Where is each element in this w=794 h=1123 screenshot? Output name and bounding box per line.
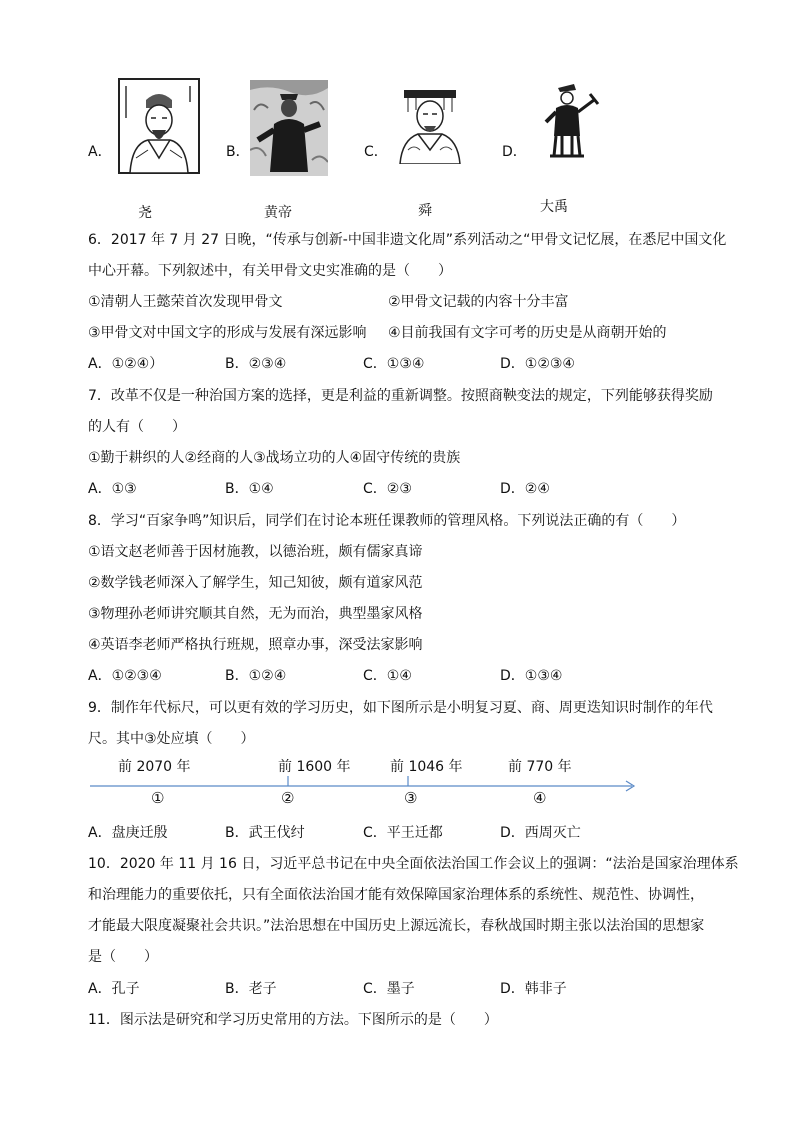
timeline-marker-4: ④ <box>533 789 547 807</box>
q10-option-d[interactable]: D．韩非子 <box>500 981 567 997</box>
q9-option-b[interactable]: B．武王伐纣 <box>225 825 305 841</box>
timeline-marker-2: ② <box>281 789 295 807</box>
q6-option-b[interactable]: B．②③④ <box>225 356 287 372</box>
q6-option-d[interactable]: D．①②③④ <box>500 356 575 372</box>
q11-stem-line-1: 11．图示法是研究和学习历史常用的方法。下图所示的是（ ） <box>88 1012 498 1028</box>
q7-option-d[interactable]: D．②④ <box>500 481 550 497</box>
q8-statement-4: ④英语李老师严格执行班规，照章办事，深受法家影响 <box>88 637 423 653</box>
timeline-marker-3: ③ <box>404 789 418 807</box>
q10-stem-line-4: 是（ ） <box>88 949 158 965</box>
q5-option-c-caption: 舜 <box>418 203 432 219</box>
q8-option-c[interactable]: C．①④ <box>363 668 412 684</box>
q8-statement-2: ②数学钱老师深入了解学生，知己知彼，颇有道家风范 <box>88 575 423 591</box>
q10-stem-line-3: 才能最大限度凝聚社会共识。”法治思想在中国历史上源远流长，春秋战国时期主张以法治国的思想家 <box>88 918 705 934</box>
q8-option-d[interactable]: D．①③④ <box>500 668 563 684</box>
q7-statements: ①勤于耕织的人②经商的人③战场立功的人④固守传统的贵族 <box>88 450 461 466</box>
q6-option-c[interactable]: C．①③④ <box>363 356 425 372</box>
q6-statement-4: ④目前我国有文字可考的历史是从商朝开始的 <box>388 325 667 341</box>
timeline-label-1: 前 2070 年 <box>118 759 191 775</box>
portrait-shun-icon <box>394 84 466 164</box>
portrait-yao-icon <box>118 78 200 174</box>
q10-option-b[interactable]: B．老子 <box>225 981 277 997</box>
q6-statement-2: ②甲骨文记载的内容十分丰富 <box>388 294 569 310</box>
q5-option-a-caption: 尧 <box>138 205 152 221</box>
q5-option-d-caption: 大禹 <box>540 199 568 215</box>
q5-option-d-letter: D． <box>502 144 527 160</box>
q9-option-d[interactable]: D．西周灭亡 <box>500 825 581 841</box>
q5-option-a-letter: A． <box>88 144 112 160</box>
q8-statement-1: ①语文赵老师善于因材施教，以德治班，颇有儒家真谛 <box>88 544 423 560</box>
q10-stem-line-1: 10．2020 年 11 月 16 日，习近平总书记在中央全面依法治国工作会议上的强调：“法治是国家治理体系 <box>88 856 739 872</box>
q6-statement-3: ③甲骨文对中国文字的形成与发展有深远影响 <box>88 325 367 341</box>
q7-option-a[interactable]: A．①③ <box>88 481 137 497</box>
q6-option-a[interactable]: A．①②④） <box>88 356 164 372</box>
q9-option-a[interactable]: A．盘庚迁殷 <box>88 825 168 841</box>
q9-option-c[interactable]: C．平王迁都 <box>363 825 443 841</box>
q8-option-a[interactable]: A．①②③④ <box>88 668 162 684</box>
q5-option-b-caption: 黄帝 <box>264 205 292 221</box>
q9-stem-line-2: 尺。其中③处应填（ ） <box>88 731 255 747</box>
q7-stem-line-1: 7．改革不仅是一种治国方案的选择，更是利益的重新调整。按照商鞅变法的规定，下列能够获得奖励 <box>88 388 713 404</box>
q10-stem-line-2: 和治理能力的重要依托，只有全面依法治国才能有效保障国家治理体系的系统性、规范性、协调性， <box>88 887 704 903</box>
q8-option-b[interactable]: B．①②④ <box>225 668 287 684</box>
q5-option-c-letter: C． <box>364 144 388 160</box>
q6-stem-line-1: 6．2017 年 7 月 27 日晚，“传承与创新-中国非遗文化周”系列活动之“甲骨文记忆展，在悉尼中国文化 <box>88 232 727 248</box>
timeline-label-4: 前 770 年 <box>508 759 572 775</box>
q6-statement-1: ①清朝人王懿荣首次发现甲骨文 <box>88 294 283 310</box>
q10-option-c[interactable]: C．墨子 <box>363 981 415 997</box>
q8-statement-3: ③物理孙老师讲究顺其自然，无为而治，典型墨家风格 <box>88 606 423 622</box>
q9-stem-line-1: 9．制作年代标尺，可以更有效的学习历史，如下图所示是小明复习夏、商、周更迭知识时制作的年代 <box>88 700 713 716</box>
portrait-huangdi-icon <box>250 80 328 176</box>
q5-option-b-letter: B． <box>226 144 250 160</box>
q7-stem-line-2: 的人有（ ） <box>88 419 186 435</box>
timeline-label-3: 前 1046 年 <box>390 759 463 775</box>
q7-option-b[interactable]: B．①④ <box>225 481 274 497</box>
q7-option-c[interactable]: C．②③ <box>363 481 412 497</box>
q8-stem-line-1: 8．学习“百家争鸣”知识后，同学们在讨论本班任课教师的管理风格。下列说法正确的有（ ） <box>88 513 686 529</box>
timeline-label-2: 前 1600 年 <box>278 759 351 775</box>
timeline-marker-1: ① <box>151 789 165 807</box>
q10-option-a[interactable]: A．孔子 <box>88 981 140 997</box>
timeline-axis-icon <box>88 774 640 798</box>
q6-stem-line-2: 中心开幕。下列叙述中，有关甲骨文史实准确的是（ ） <box>88 263 452 279</box>
portrait-dayu-icon <box>540 80 602 160</box>
